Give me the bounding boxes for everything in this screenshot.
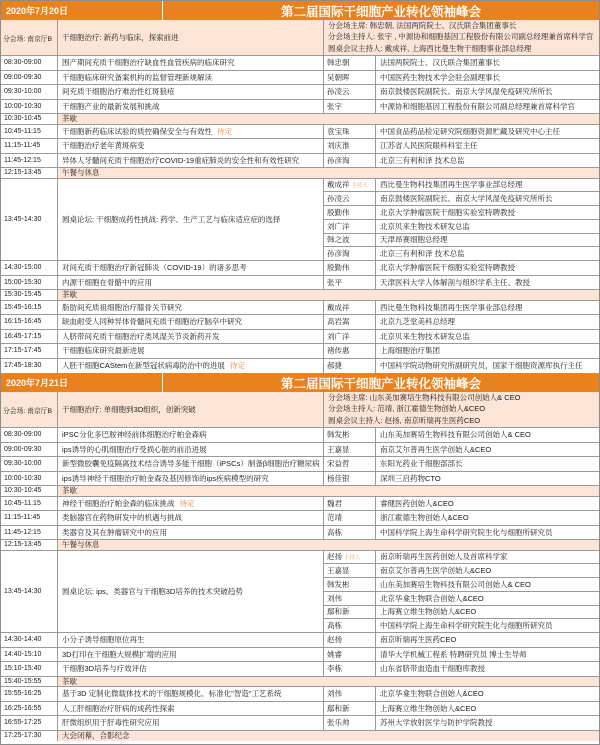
- speaker-affiliation-cell: 上海赛立维生物创始人&CEO: [380, 703, 477, 713]
- break-row: [1, 114, 599, 125]
- talk-title: 间充质干细胞治疗难治性红斑狼疮: [62, 87, 175, 97]
- time-cell: 13:45-14:30: [1, 179, 58, 261]
- time-cell: 17:15-17:45: [1, 344, 58, 358]
- talk-row: [1, 511, 599, 526]
- panelist-name-cell: [324, 234, 376, 247]
- speaker-name-cell: 刘庆淮: [324, 139, 376, 153]
- speaker-name-cell: 高栋: [324, 526, 376, 540]
- talk-title-cell: [58, 497, 324, 511]
- speaker-affiliation-cell: 北京九芝堂美科总经理: [380, 317, 455, 327]
- talk-title: 缺血耐受人同种异体骨髓间充质干细胞治疗脑卒中研究: [62, 317, 242, 327]
- talk-title: 基于3D 定制化微载体技术的干细胞规模化、标准化"智造"工艺系统: [62, 689, 282, 699]
- speaker-affiliation-cell: 南京鼓楼医院副院长、南京大学风湿免疫研究所所长: [380, 87, 553, 97]
- talk-row: [1, 457, 599, 472]
- roundtable-title: 圆桌论坛: 干细胞成药性挑战: 药学、生产工艺与临床适应症的选择: [62, 214, 281, 224]
- talk-title: ips诱导神经干细胞治疗帕金森及基因修饰的ips疾病模型的研究: [62, 473, 269, 483]
- talk-row: [1, 315, 599, 330]
- talk-row: [1, 71, 599, 86]
- time-cell: 14:40-15:10: [1, 648, 58, 662]
- speaker-name-cell: 高岩嵩: [324, 315, 376, 329]
- break-label: 茶歇: [58, 114, 599, 124]
- tbd-badge: 待定: [179, 498, 195, 508]
- talk-row: [1, 359, 599, 374]
- talk-row: [1, 526, 599, 541]
- talk-title: 神经干细胞治疗帕金森的临床挑战: [62, 498, 175, 508]
- talk-row: [1, 154, 599, 169]
- roundtable-host-line: 圆桌会议主持人: 戴成祥, 上海西比曼生物干细胞事业部总经理: [328, 43, 532, 53]
- panelist-row: [324, 619, 599, 632]
- talk-row: [1, 497, 599, 512]
- speaker-name-cell: 郝捷: [324, 359, 376, 374]
- venue-label: 分会场: 南京厅B: [1, 392, 58, 427]
- speaker-affiliation-cell: 北京大学肿瘤医院干细胞实验室特聘教授: [380, 263, 515, 273]
- talk-title: 干细胞产业的最新发展和挑战: [62, 101, 160, 111]
- speaker-name-cell: 张乐帅: [324, 716, 376, 730]
- panelist-name-cell: [324, 551, 376, 564]
- talk-title-cell: [58, 100, 324, 114]
- panelist-affiliation: 北京华龛生物联合创始人&CEO: [380, 593, 484, 603]
- talk-title-cell: [58, 330, 324, 344]
- break-row: [1, 540, 599, 551]
- break-label: 午餐与休息: [58, 540, 599, 550]
- talk-row: [1, 633, 599, 648]
- speaker-affiliation-cell: 上海细胞治疗集团: [380, 346, 440, 356]
- panelist-row: [324, 192, 599, 206]
- day-date-label: 2020年7月21日: [1, 373, 163, 392]
- talk-title: 干细胞临床研究备案机构的监督管理新规解读: [62, 72, 212, 82]
- host-line: 分会场主持人: 范靖, 浙江霍德生物创始人&CEO: [328, 404, 486, 414]
- talk-title: 干细胞临床研究最新进展: [62, 346, 145, 356]
- venue-label: 分会场: 南京厅B: [1, 20, 58, 55]
- panelist-name-cell: [324, 578, 376, 591]
- speaker-affiliation-cell: 北京贝来生物技术研发总监: [380, 331, 470, 341]
- talk-row: [1, 139, 599, 154]
- talk-title-cell: [58, 457, 324, 471]
- talk-title-cell: [58, 702, 324, 716]
- day-rows: [1, 428, 599, 741]
- break-label: 茶歇: [58, 290, 599, 300]
- roundtable-title: 圆桌论坛: ips、类器官与干细胞3D培养的技术突破趋势: [62, 586, 243, 596]
- summit-title: 第二届国际干细胞产业转化领袖峰会: [280, 4, 481, 19]
- speaker-name-cell: 李栋: [324, 662, 376, 676]
- panelist-affiliation: 北京三有利和泽 技术总监: [380, 249, 465, 259]
- roundtable-row: [1, 551, 599, 634]
- session-theme: 干细胞治疗: 新药与临床，探索前进: [58, 20, 324, 55]
- panelist-name: 赵扬: [327, 552, 342, 562]
- panelist-name: 王嘉显: [327, 566, 350, 576]
- speaker-affiliation-cell: 山东省脐带血造血干细胞库教授: [380, 664, 485, 674]
- time-cell: 16:55-17:25: [1, 716, 58, 730]
- break-row: [1, 731, 599, 742]
- time-cell: 10:00-10:30: [1, 472, 58, 486]
- talk-title: 肝微组织用于肝毒性研究应用: [62, 718, 160, 728]
- talk-title-cell: [58, 315, 324, 329]
- speaker-affiliation-cell: 南京昕瑞再生医药CEO: [380, 635, 457, 645]
- speaker-affiliation-cell: 苏州大学放射医学与防护学院教授: [380, 718, 493, 728]
- panelist-name: 孙彦淘: [327, 249, 350, 259]
- talk-title: 人脐带间充质干细胞治疗类风湿关节炎新药开发: [62, 331, 220, 341]
- talk-title: 类器官及其在肿瘤研究中的应用: [62, 527, 167, 537]
- speaker-name-cell: 张宇: [324, 100, 376, 114]
- day-date-label: 2020年7月20日: [1, 1, 163, 20]
- time-cell: 14:30-14:40: [1, 633, 58, 647]
- roundtable-title-cell: [58, 551, 324, 633]
- talk-title: 异体人牙髓间充质干细胞治疗COVID-19重症肺炎的安全性和有效性研究: [62, 155, 300, 165]
- break-row: [1, 290, 599, 301]
- day-section: [1, 1, 599, 373]
- panelist-row: [324, 606, 599, 620]
- talk-title-cell: [58, 71, 324, 85]
- time-cell: 09:00-09:30: [1, 71, 58, 85]
- time-cell: 16:25-16:55: [1, 702, 58, 716]
- moderator-badge: 主持人: [351, 182, 369, 189]
- talk-row: [1, 56, 599, 71]
- roundtable-row: [1, 179, 599, 262]
- speaker-affiliation-cell: 浙江霍德生物创始人&CEO: [380, 513, 469, 523]
- time-cell: 11:45-12:15: [1, 526, 58, 540]
- panelist-name-cell: [324, 619, 376, 632]
- speaker-name-cell: 韩发彬: [324, 428, 376, 442]
- time-cell: 08:30-09:00: [1, 56, 58, 70]
- time-cell: 10:45-11:15: [1, 497, 58, 511]
- talk-row: [1, 301, 599, 316]
- speaker-affiliation-cell: 深圳三启药物CTO: [380, 473, 441, 483]
- talk-title-cell: [58, 443, 324, 457]
- talk-row: [1, 443, 599, 458]
- time-cell: 13:45-14:30: [1, 551, 58, 633]
- panelist-affiliation: 西比曼生物科技集团再生医学事业部总经理: [380, 180, 523, 190]
- hosts-block: [324, 20, 599, 55]
- speaker-name-cell: 刘广洋: [324, 330, 376, 344]
- talk-row: [1, 261, 599, 276]
- panelist-name-cell: [324, 247, 376, 260]
- time-cell: 10:30-10:45: [1, 114, 58, 124]
- talk-title: 脂肪间充质祖细胞治疗膝骨关节研究: [62, 302, 182, 312]
- time-cell: 10:00-10:30: [1, 100, 58, 114]
- speaker-affiliation-cell: 东阳光药业干细胞部部长: [380, 459, 463, 469]
- talk-row: [1, 276, 599, 291]
- talk-title-cell: [58, 261, 324, 275]
- talk-title: 干细胞治疗老年黄斑病变: [62, 141, 145, 151]
- talk-title-cell: [58, 344, 324, 358]
- break-row: [1, 168, 599, 179]
- talk-row: [1, 662, 599, 677]
- panelist-affiliation: 南京鼓楼医院副院长、南京大学风湿免疫研究所所长: [380, 194, 553, 204]
- speaker-affiliation-cell: 南京艾尔普再生医学创始人&CEO: [380, 444, 492, 454]
- time-cell: 15:40-15:55: [1, 677, 58, 687]
- panelist-name: 刘广洋: [327, 221, 350, 231]
- speaker-affiliation-cell: 中源协和细胞基因工程股份有限公司副总经理兼首席科学官: [380, 101, 575, 111]
- time-cell: 11:15-11:45: [1, 139, 58, 153]
- time-cell: 11:45-12:15: [1, 154, 58, 168]
- talk-title-cell: [58, 276, 324, 290]
- time-cell: 10:45-11:15: [1, 125, 58, 139]
- panelist-name: 鄢和新: [327, 607, 350, 617]
- panelist-row: [324, 578, 599, 592]
- speaker-name-cell: 魏君: [324, 497, 376, 511]
- time-cell: 16:15-16:45: [1, 315, 58, 329]
- talk-title: 小分子诱导细胞原位再生: [62, 635, 145, 645]
- roundtable-host-line: 圆桌会议主持人: 赵扬, 南京昕瑞再生医药CEO: [328, 415, 481, 425]
- break-label: 茶歇: [58, 486, 599, 496]
- talk-title-cell: [58, 687, 324, 701]
- day-subheader: [1, 392, 599, 428]
- talk-row: [1, 344, 599, 359]
- talk-title: 对间充质干细胞治疗新冠肺炎（COVID-19）的诸多思考: [62, 263, 247, 273]
- panelist-name-cell: [324, 192, 376, 205]
- talk-title-cell: [58, 633, 324, 647]
- speaker-name-cell: 张平: [324, 276, 376, 290]
- talk-title: ips诱导的心肌细胞治疗受损心脏的前沿进展: [62, 444, 207, 454]
- speaker-affiliation-cell: 中国科学院上海生命科学研究院生化与细胞所研究员: [380, 527, 553, 537]
- talk-title-cell: [58, 154, 324, 168]
- talk-title-cell: [58, 511, 324, 525]
- time-cell: 15:10-15:40: [1, 662, 58, 676]
- speaker-affiliation-cell: 江苏省人民医院眼科科室主任: [380, 141, 478, 151]
- talk-row: [1, 472, 599, 487]
- speaker-name-cell: 宋益哲: [324, 457, 376, 471]
- moderator-badge: 主持人: [344, 554, 361, 561]
- time-cell: 15:45-16:15: [1, 301, 58, 315]
- panel-block: [324, 551, 599, 633]
- talk-title: 人胚干细胞CAStem在新型冠状病毒防治中的进展: [62, 361, 225, 371]
- time-cell: 11:15-11:45: [1, 511, 58, 525]
- tbd-badge: 待定: [217, 126, 232, 136]
- time-cell: 15:55-16:25: [1, 687, 58, 701]
- speaker-affiliation-cell: 西比曼生物科技集团再生医学事业部总经理: [380, 302, 523, 312]
- speaker-affiliation-cell: 中国食品药品检定研究院细胞资源贮藏及研究中心主任: [380, 126, 560, 136]
- talk-row: [1, 428, 599, 443]
- panelist-affiliation: 天津昂赛细胞总经理: [380, 235, 448, 245]
- panelist-name-cell: [324, 564, 376, 577]
- break-label: 午餐与休息: [58, 168, 599, 178]
- panelist-name: 韩发彬: [327, 579, 350, 589]
- panelist-name: 戴成祥: [327, 180, 350, 190]
- panelist-row: [324, 564, 599, 578]
- panelist-name-cell: [324, 206, 376, 219]
- talk-title: 干细胞新药临床试验的质控确保安全与有效性: [62, 126, 212, 136]
- tbd-badge: 待定: [229, 361, 245, 371]
- time-cell: 09:00-09:30: [1, 443, 58, 457]
- panelist-row: [324, 179, 599, 193]
- panelist-affiliation: 上海赛立维生物创始人&CEO: [380, 607, 477, 617]
- break-label: 茶歇: [58, 677, 599, 687]
- speaker-name-cell: 王嘉显: [324, 443, 376, 457]
- break-label: 大会闭幕，合影纪念: [58, 731, 599, 742]
- talk-title: 人工肝细胞治疗肝病的成药性探索: [62, 703, 175, 713]
- day-banner: [1, 1, 599, 20]
- speaker-affiliation-cell: 北京三有利和泽 技术总监: [380, 155, 465, 165]
- time-cell: 08:30-09:00: [1, 428, 58, 442]
- speaker-affiliation-cell: 法国两院院士、汉氏联合集团董事长: [380, 58, 500, 68]
- talk-title-cell: [58, 716, 324, 730]
- talk-title-cell: [58, 662, 324, 676]
- speaker-affiliation-cell: 山东美加赛培生物科技有限公司创始人& CEO: [380, 430, 531, 440]
- hosts-block: [324, 392, 599, 427]
- panelist-name-cell: [324, 179, 376, 192]
- time-cell: 15:00-15:30: [1, 276, 58, 290]
- talk-title: 类脑器官在药物研发中的机遇与挑战: [62, 513, 182, 523]
- speaker-affiliation-cell: 清华大学机械工程系 特聘研究员 博士生导师: [380, 649, 527, 659]
- talk-row: [1, 85, 599, 100]
- panelist-name-cell: [324, 592, 376, 605]
- speaker-name-cell: 姚睿: [324, 648, 376, 662]
- day-rows: [1, 56, 599, 373]
- talk-title-cell: [58, 526, 324, 540]
- day-subheader: [1, 20, 599, 56]
- talk-row: [1, 648, 599, 663]
- talk-title-cell: [58, 125, 324, 139]
- speaker-affiliation-cell: 天津医科大学人体解剖与组织学系主任、教授: [380, 277, 530, 287]
- panelist-name: 刘伟: [327, 593, 342, 603]
- talk-title: 围产期间充质干细胞治疗缺血性血管疾病的临床研究: [62, 58, 235, 68]
- panelist-row: [324, 206, 599, 220]
- panelist-name: 韩之波: [327, 235, 350, 245]
- panelist-row: [324, 220, 599, 234]
- time-cell: 09:30-10:00: [1, 457, 58, 471]
- panelist-affiliation: 北京贝来生物技术研发总监: [380, 221, 470, 231]
- panelist-name: 殷勤伟: [327, 207, 350, 217]
- roundtable-title-cell: [58, 179, 324, 261]
- speaker-name-cell: 杨佳银: [324, 472, 376, 486]
- talk-title: 内源干细胞在骨骼中的应用: [62, 277, 152, 287]
- panelist-row: [324, 551, 599, 565]
- time-cell: 17:45-18:30: [1, 359, 58, 374]
- time-cell: 12:15-13:45: [1, 168, 58, 178]
- talk-row: [1, 716, 599, 731]
- session-theme: 干细胞治疗: 单细胞到3D组织，创新突破: [58, 392, 324, 427]
- talk-row: [1, 125, 599, 140]
- time-cell: 15:30-15:45: [1, 290, 58, 300]
- time-cell: 10:30-10:45: [1, 486, 58, 496]
- break-row: [1, 677, 599, 688]
- panelist-affiliation: 北京大学肿瘤医院干细胞实验室特聘教授: [380, 207, 515, 217]
- host-line: 分会场主持人: 张宇 , 中源协和细胞基因工程股份有限公司副总经理兼首席科学官: [328, 32, 594, 42]
- panelist-row: [324, 247, 599, 260]
- speaker-name-cell: 韩忠朝: [324, 56, 376, 70]
- panelist-row: [324, 234, 599, 248]
- speaker-name-cell: 范靖: [324, 511, 376, 525]
- talk-row: [1, 100, 599, 115]
- time-cell: 12:15-13:45: [1, 540, 58, 550]
- speaker-name-cell: 孙凌云: [324, 85, 376, 99]
- speaker-name-cell: 刘伟: [324, 687, 376, 701]
- day-section: [1, 373, 599, 741]
- speaker-name-cell: 袁宝珠: [324, 125, 376, 139]
- summit-title: 第二届国际干细胞产业转化领袖峰会: [280, 376, 481, 391]
- time-cell: 16:45-17:15: [1, 330, 58, 344]
- panelist-name-cell: [324, 220, 376, 233]
- talk-title-cell: [58, 359, 324, 374]
- speaker-name-cell: 吴朝晖: [324, 71, 376, 85]
- talk-title-cell: [58, 428, 324, 442]
- talk-row: [1, 687, 599, 702]
- speaker-name-cell: 戴成祥: [324, 301, 376, 315]
- chair-line: 分会场主席: 韩忠朝, 法国两院院士、汉氏联合集团董事长: [328, 21, 517, 31]
- panelist-name-cell: [324, 606, 376, 619]
- talk-title: 3D打印在干细胞大规模扩增的应用: [62, 649, 177, 659]
- talk-title-cell: [58, 648, 324, 662]
- speaker-name-cell: 孙彦淘: [324, 154, 376, 168]
- panelist-affiliation: 南京艾尔普再生医学创始人&CEO: [380, 566, 492, 576]
- panelist-name: 高栋: [327, 621, 342, 631]
- talk-title-cell: [58, 139, 324, 153]
- talk-row: [1, 702, 599, 717]
- speaker-affiliation-cell: 中国科学院动物研究所副研究员，国家干细胞资源库执行主任: [380, 361, 583, 371]
- panelist-affiliation: 中国科学院上海生命科学研究院生化与细胞所研究员: [380, 621, 553, 631]
- speaker-affiliation-cell: 睿健医药创始人&CEO: [380, 498, 454, 508]
- time-cell: 17:25-17:30: [1, 731, 58, 742]
- panelist-affiliation: 南京昕瑞再生医药创始人及首席科学家: [380, 552, 508, 562]
- panel-block: [324, 179, 599, 261]
- day-banner: [1, 373, 599, 392]
- talk-title: 干细胞3D培养与疗效评估: [62, 664, 147, 674]
- panelist-row: [324, 592, 599, 606]
- speaker-affiliation-cell: 北京华龛生物联合创始人&CEO: [380, 689, 484, 699]
- break-row: [1, 486, 599, 497]
- talk-title: iPSC分化多巴胺神经前体细胞治疗帕金森病: [62, 430, 207, 440]
- speaker-affiliation-cell: 中国医药生物技术学会驻会副理事长: [380, 72, 500, 82]
- talk-title-cell: [58, 85, 324, 99]
- talk-title: 新型微胶囊免疫隔离技术结合诱导多能干细胞（iPSCs）制备β细胞治疗糖尿病: [62, 459, 320, 469]
- panelist-name: 孙凌云: [327, 194, 350, 204]
- talk-title-cell: [58, 472, 324, 486]
- speaker-name-cell: 殷勤伟: [324, 261, 376, 275]
- time-cell: 14:30-15:00: [1, 261, 58, 275]
- speaker-name-cell: 鄢和新: [324, 702, 376, 716]
- speaker-name-cell: 褚传惠: [324, 344, 376, 358]
- time-cell: 09:30-10:00: [1, 85, 58, 99]
- chair-line: 分会场主席: 山东美加赛培生物科技有限公司创始人& CEO: [328, 393, 521, 403]
- panelist-affiliation: 山东美加赛培生物科技有限公司创始人& CEO: [380, 579, 531, 589]
- talk-title-cell: [58, 56, 324, 70]
- talk-title-cell: [58, 301, 324, 315]
- speaker-name-cell: 赵扬: [324, 633, 376, 647]
- talk-row: [1, 330, 599, 345]
